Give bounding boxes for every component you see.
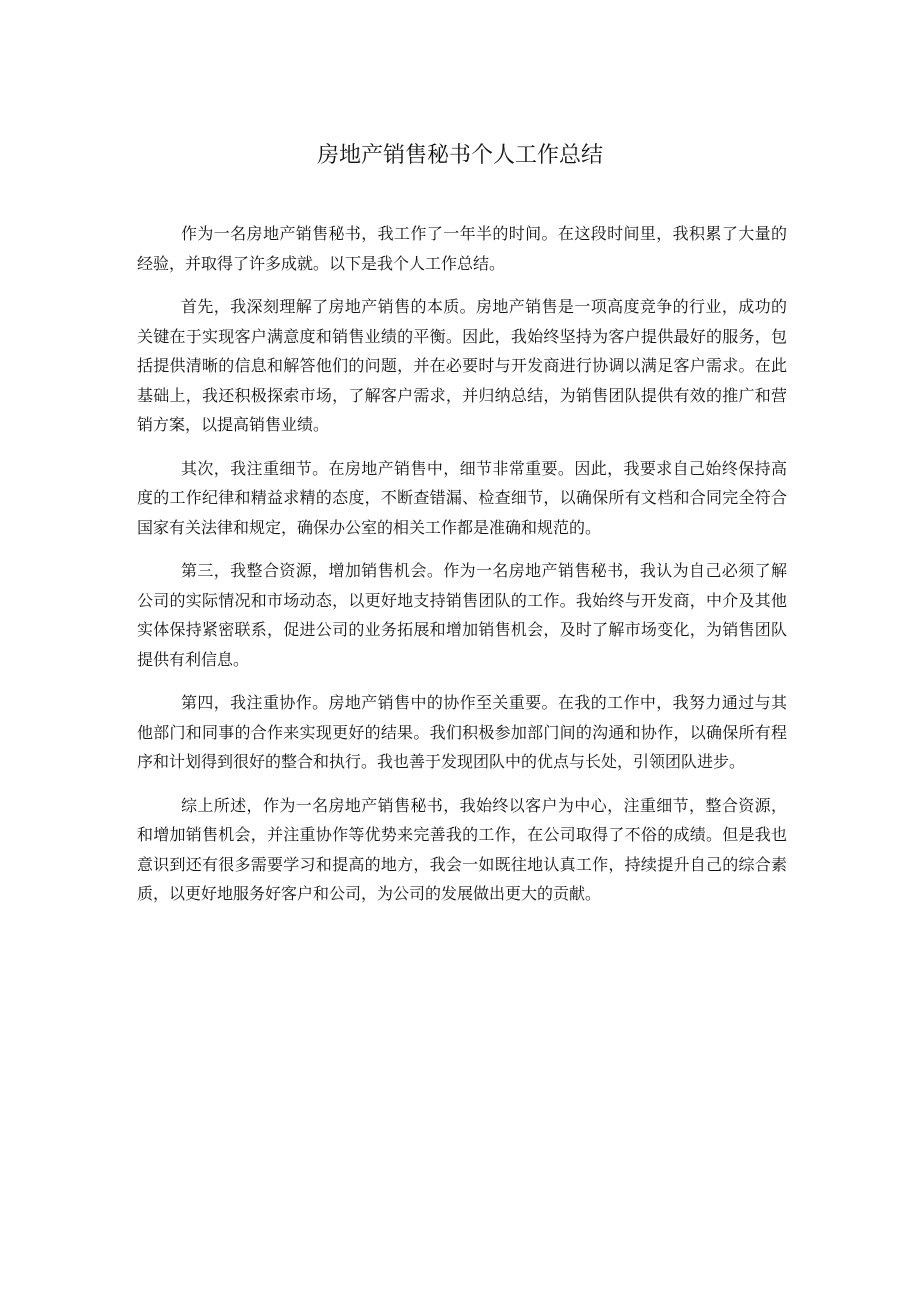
paragraph-intro: 作为一名房地产销售秘书，我工作了一年半的时间。在这段时间里，我积累了大量的经验，并取得了许多成就。以下是我个人工作总结。 — [137, 224, 787, 273]
paragraph-conclusion: 综上所述，作为一名房地产销售秘书，我始终以客户为中心，注重细节，整合资源，和增加销售机会，并注重协作等优势来完善我的工作，在公司取得了不俗的成绩。但是我也意识到还有很多需要学习和提高的地方，我会一如既往地认真工作，持续提升自己的综合素质，以更好地服务好客户和公司，为公司的发展做出更大的贡献。 — [137, 795, 787, 903]
paragraph-second: 其次，我注重细节。在房地产销售中，细节非常重要。因此，我要求自己始终保持高度的工作纪律和精益求精的态度，不断查错漏、检查细节，以确保所有文档和合同完全符合国家有关法律和规定，确保办公室的相关工作都是准确和规范的。 — [137, 458, 787, 537]
paragraph-fourth: 第四，我注重协作。房地产销售中的协作至关重要。在我的工作中，我努力通过与其他部门和同事的合作来实现更好的结果。我们积极参加部门间的沟通和协作，以确保所有程序和计划得到很好的整合和执行。我也善于发现团队中的优点与长处，引领团队进步。 — [137, 693, 787, 771]
document-body — [137, 219, 787, 923]
paragraph-third: 第三，我整合资源，增加销售机会。作为一名房地产销售秘书，我认为自己必须了解公司的实际情况和市场动态，以更好地支持销售团队的工作。我始终与开发商，中介及其他实体保持紧密联系，促进公司的业务拓展和增加销售机会，及时了解市场变化，为销售团队提供有利信息。 — [137, 561, 787, 669]
paragraph-first: 首先，我深刻理解了房地产销售的本质。房地产销售是一项高度竞争的行业，成功的关键在于实现客户满意度和销售业绩的平衡。因此，我始终坚持为客户提供最好的服务，包括提供清晰的信息和解答他们的问题，并在必要时与开发商进行协调以满足客户需求。在此基础上，我还积极探索市场，了解客户需求，并归纳总结，为销售团队提供有效的推广和营销方案，以提高销售业绩。 — [137, 297, 787, 434]
document-title: 房地产销售秘书个人工作总结 — [316, 143, 603, 168]
